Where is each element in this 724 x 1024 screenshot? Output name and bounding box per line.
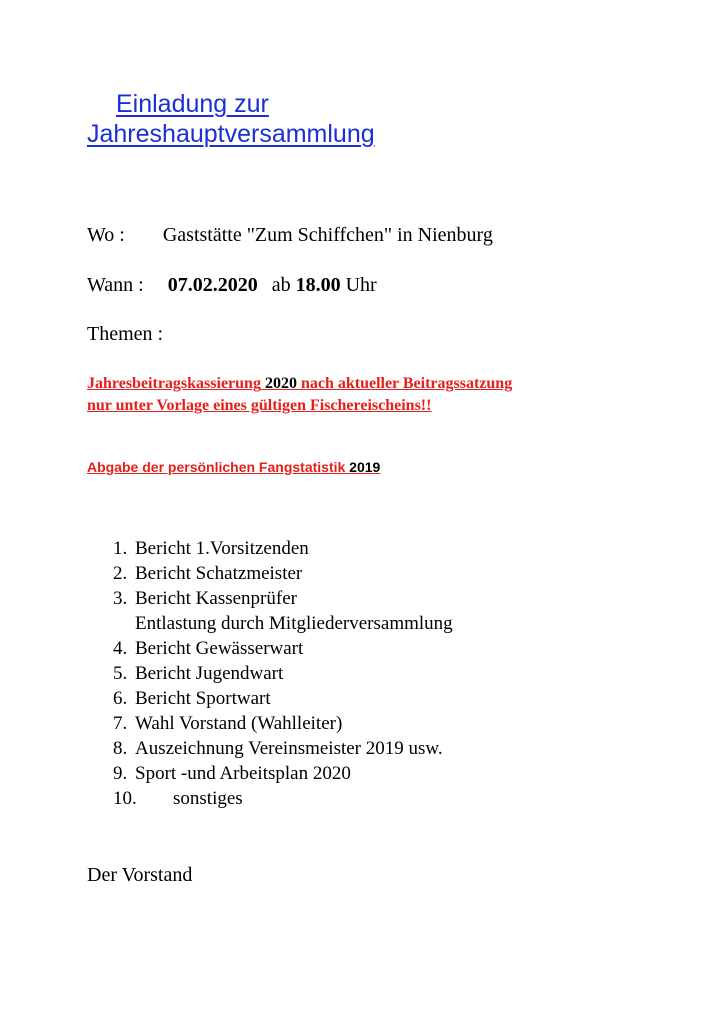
agenda-item: 8. Auszeichnung Vereinsmeister 2019 usw.	[113, 738, 443, 759]
agenda-item: 1. Bericht 1.Vorsitzenden	[113, 538, 309, 559]
notice-stats-text: Abgabe der persönlichen Fangstatistik	[87, 459, 346, 475]
agenda-list	[113, 536, 453, 811]
where-value: Gaststätte "Zum Schiffchen" in Nienburg	[162, 224, 493, 246]
notice-fees-year: 2020	[264, 375, 297, 392]
agenda-item: 7. Wahl Vorstand (Wahlleiter)	[113, 713, 343, 734]
agenda-item: 9. Sport -und Arbeitsplan 2020	[113, 763, 351, 784]
when-date: 07.02.2020	[167, 274, 258, 296]
notice-stats	[87, 459, 380, 475]
agenda-item: 3. Bericht Kassenprüfer	[113, 588, 297, 609]
notice-stats-year: 2019	[349, 459, 381, 475]
where-label: Wo :	[87, 224, 125, 246]
agenda-item: 10. sonstiges	[113, 788, 243, 809]
notice-fees-text: Jahresbeitragskassierung	[87, 375, 261, 392]
title-line-2: Jahreshauptversammlung	[87, 120, 375, 148]
title-line-1: Einladung zur	[116, 90, 269, 118]
signature: Der Vorstand	[87, 864, 193, 886]
where-row	[87, 224, 493, 247]
agenda-item: 2. Bericht Schatzmeister	[113, 563, 303, 584]
agenda-item: 4. Bericht Gewässerwart	[113, 638, 304, 659]
agenda-item: 5. Bericht Jugendwart	[113, 663, 284, 684]
when-label: Wann :	[87, 274, 144, 296]
topics-label: Themen :	[87, 323, 164, 345]
agenda-item-continuation: Entlastung durch Mitgliederversammlung	[135, 613, 453, 634]
notice-fees-line-1	[87, 375, 512, 393]
agenda-item: 6. Bericht Sportwart	[113, 688, 271, 709]
when-row	[87, 274, 377, 297]
notice-fees-text-2: nach aktueller Beitragssatzung	[300, 375, 513, 392]
when-unit: Uhr	[345, 274, 377, 296]
notice-fees-line-2: nur unter Vorlage eines gültigen Fischereischeins!!	[87, 397, 432, 414]
when-from: ab	[271, 274, 291, 296]
when-time: 18.00	[295, 274, 341, 296]
